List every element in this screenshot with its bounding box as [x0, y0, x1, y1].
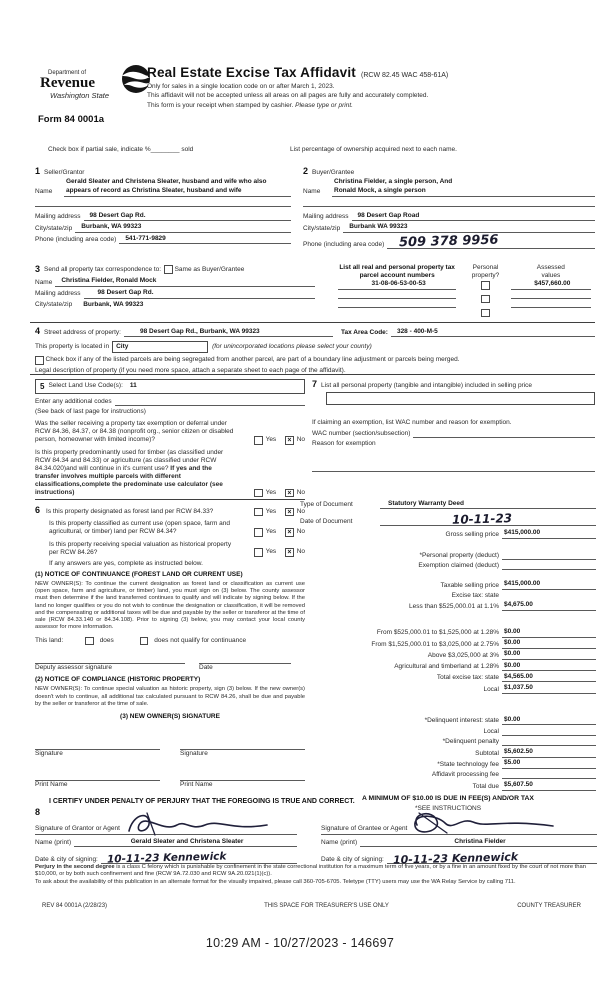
tier2-label: From $525,000.01 to $1,525,000 at 1.28%	[376, 629, 499, 637]
title-rcw-ref: (RCW 82.45 WAC 458-61A)	[361, 72, 449, 79]
this-land-label: This land:	[35, 636, 64, 644]
send-correspondence-label: Send all property tax correspondence to:	[44, 265, 162, 273]
grantor-date-city-label: Date & city of signing:	[35, 856, 98, 864]
seller-phone-value: 541-771-9829	[119, 235, 291, 245]
delinquent-interest-value: $0.00	[502, 716, 596, 726]
land-does-checkbox[interactable]	[85, 637, 94, 646]
buyer-name-line1: Christina Fielder, a single person, And	[334, 178, 453, 186]
logo-revenue: Revenue	[40, 75, 95, 92]
assessed-line-3	[511, 299, 591, 308]
grantor-signature-area[interactable]	[35, 811, 297, 835]
new-owner-printname-line-2[interactable]	[180, 770, 305, 781]
corr-mailing-value: 98 Desert Gap Rd.	[84, 289, 315, 299]
logo-wa-state: Washington State	[50, 91, 110, 101]
land-does-not-label: does not qualify for continuance	[154, 636, 247, 644]
section-3-number: 3	[35, 264, 41, 274]
notice-compliance-body: NEW OWNER(S): To continue special valuation as historic property, sign (3) below. If the new owner(s) doesn't wish to continue, all additional tax calculated pursuant to RCW 84.26, shall be due and payable by the seller or transferor at the time of sale.	[35, 686, 305, 707]
date-of-document-label: Date of Document	[300, 518, 353, 525]
s6-historic-no-checkbox[interactable]: ×	[285, 548, 294, 557]
section-tax-correspondence	[35, 264, 595, 309]
partial-sale-row	[48, 146, 588, 154]
s6-forest-no-checkbox[interactable]: ×	[285, 508, 294, 517]
s6-current-yes-checkbox[interactable]	[254, 528, 263, 537]
signature-label-1: Signature	[35, 750, 63, 758]
buyer-name-label: Name	[303, 188, 321, 196]
agricultural-timberland-value: $0.00	[502, 662, 596, 672]
section-1-number: 1	[35, 166, 41, 176]
accessibility-note: To ask about the availability of this publication in an alternate format for the visually impaired, please call 360-705-6705. Teletype (TTY) users may use the WA Relay Service by calling 711.	[35, 879, 516, 886]
grantor-name-print-label: Name (print)	[35, 839, 72, 847]
tier4-label: Above $3,025,000 at 3%	[427, 651, 499, 659]
section-property-address	[35, 326, 595, 375]
seller-mailing-value: 98 Desert Gap Rd.	[84, 212, 291, 222]
section-seller	[35, 166, 291, 244]
county-treasurer-label: COUNTY TREASURER	[517, 903, 581, 909]
buyer-mailing-label: Mailing address	[303, 213, 349, 220]
additional-codes-label: Enter any additional codes	[35, 397, 112, 405]
new-owner-signature-line-2[interactable]	[180, 737, 305, 750]
historic-question: Is this property receiving special valuation as historical property per RCW 84.26?	[49, 540, 232, 556]
personal-property-input-box[interactable]	[326, 392, 595, 405]
seller-city-value: Burbank, WA 99323	[75, 223, 291, 233]
grantor-date-city-handwritten: 10-11-23 Kennewick	[106, 850, 227, 866]
grantee-name-print-label: Name (print)	[321, 839, 358, 847]
print-name-label-1: Print Name	[35, 781, 68, 789]
seller-city-label: City/state/zip	[35, 224, 73, 232]
local-tax-label: Local	[483, 685, 499, 693]
parcel-line-3	[338, 299, 456, 308]
ownership-note: List percentage of ownership acquired next to each name.	[290, 146, 457, 153]
corr-city-label: City/state/zip	[35, 301, 73, 308]
local-tax-value: $1,037.50	[502, 684, 596, 694]
tier4-value: $0.00	[502, 650, 596, 660]
located-in-note: (for unincorporated locations please select your county)	[212, 343, 372, 351]
receipt-stamp: 10:29 AM - 10/27/2023 - 146697	[205, 936, 395, 950]
grantee-date-city-handwritten: 10-11-23 Kennewick	[392, 849, 519, 867]
personal-property-checkbox-3[interactable]	[481, 309, 490, 318]
grantor-signature	[123, 809, 273, 839]
delinquent-penalty-value	[502, 737, 596, 746]
header-note-1: Only for sales in a single location code on or after March 1, 2023.	[147, 83, 335, 91]
exemption-claimed-value	[502, 561, 596, 570]
s5-q1-no-checkbox[interactable]: ×	[285, 436, 294, 445]
delinquent-local-value	[502, 727, 596, 736]
parcel-header-1: List all real and personal property tax	[339, 264, 455, 271]
delinquent-penalty-label: *Delinquent penalty	[442, 738, 499, 746]
section-5-number: 5	[40, 381, 45, 391]
reason-exemption-line[interactable]	[312, 449, 595, 472]
grantee-signature-area[interactable]	[321, 811, 597, 835]
personal-property-deduct-value	[502, 551, 596, 560]
parcel-line-2	[338, 290, 456, 299]
same-as-buyer-checkbox[interactable]	[164, 265, 173, 274]
s5-q2-no-checkbox[interactable]: ×	[285, 489, 294, 498]
certify-statement: I CERTIFY UNDER PENALTY OF PERJURY THAT THE FOREGOING IS TRUE AND CORRECT.	[49, 798, 355, 805]
notice-continuance-title: (1) NOTICE OF CONTINUANCE (FOREST LAND OR CURRENT USE)	[35, 570, 243, 578]
buyer-phone-label: Phone (including area code)	[303, 240, 385, 248]
seller-name-line2: appears of record as Christina Sleater, husband and wife	[64, 187, 291, 197]
subtotal-value: $5,602.50	[502, 748, 596, 758]
grantee-date-city-label: Date & city of signing:	[321, 856, 384, 864]
taxable-selling-price-value: $415,000.00	[502, 580, 596, 590]
street-address-value: 98 Desert Gap Rd., Burbank, WA 99323	[124, 328, 333, 338]
forest-land-question: 6 Is this property designated as forest land per RCW 84.33?	[35, 505, 214, 515]
parcel-header-2: parcel account numbers	[359, 272, 435, 280]
delinquent-local-label: Local	[483, 727, 499, 735]
tier1-label: Less than $525,000.01 at 1.1%	[409, 602, 499, 610]
located-in-label: This property is located in	[35, 343, 110, 351]
section-4-number: 4	[35, 326, 41, 336]
deputy-assessor-signature-line[interactable]	[35, 655, 185, 664]
section-2-number: 2	[303, 166, 309, 176]
grantee-signature	[403, 809, 563, 839]
grantor-signature-label: Signature of Grantor or Agent	[35, 824, 120, 832]
deputy-date-label: Date	[199, 664, 213, 672]
wac-number-label: WAC number (section/subsection)	[312, 430, 411, 438]
seller-name-extra-line	[35, 197, 291, 207]
state-technology-fee-label: *State technology fee	[437, 760, 499, 768]
grantee-date-city-line	[387, 849, 597, 867]
rev-form-code: REV 84 0001A (2/28/23)	[42, 903, 108, 909]
logo-dept-of: Department of	[48, 70, 87, 76]
additional-codes-line[interactable]	[115, 397, 305, 406]
assessed-line-2	[511, 290, 591, 299]
new-owner-printname-line-1[interactable]	[35, 770, 160, 781]
date-of-document-line	[380, 511, 596, 526]
grantee-name-print-value: Christina Fielder	[360, 838, 597, 848]
new-owners-signature-title: (3) NEW OWNER(S) SIGNATURE	[120, 713, 220, 721]
type-of-document-value: Statutory Warranty Deed	[380, 500, 596, 509]
taxable-selling-price-label: Taxable selling price	[440, 581, 499, 589]
corr-name-label: Name	[35, 278, 53, 286]
wac-number-line[interactable]	[413, 429, 595, 438]
section-personal-property	[312, 379, 595, 472]
subtotal-label: Subtotal	[475, 749, 499, 757]
reason-exemption-label: Reason for exemption	[312, 440, 376, 448]
personal-property-list-label: List all personal property (tangible and intangible) included in selling price	[321, 382, 533, 389]
land-does-label: does	[99, 636, 114, 644]
header-note-2: This affidavit will not be accepted unless all areas on all pages are fully and accurately completed.	[147, 92, 429, 100]
section-7-number: 7	[312, 379, 318, 389]
corr-mailing-label: Mailing address	[35, 290, 81, 298]
form-header	[147, 65, 595, 110]
grantor-name-print-value: Gerald Sleater and Christena Sleater	[74, 838, 297, 848]
grantor-date-city-line	[101, 850, 297, 864]
tax-area-code-label: Tax Area Code:	[340, 329, 388, 337]
print-name-label-2: Print Name	[180, 781, 213, 789]
perjury-notice	[35, 864, 595, 887]
minimum-fee-note: A MINIMUM OF $10.00 IS DUE IN FEE(S) AND/OR TAX	[362, 794, 534, 802]
divider-above-section-5	[30, 374, 595, 375]
see-back-note: (See back of last page for instructions)	[35, 408, 146, 415]
personal-property-header-2: property?	[471, 272, 500, 280]
tax-computation-panel	[300, 500, 596, 813]
land-does-not-checkbox[interactable]	[140, 637, 149, 646]
seller-name-line1: Gerald Sleater and Christena Sleater, husband and wife who also	[66, 178, 267, 186]
tier3-label: From $1,525,000.01 to $3,025,000 at 2.75%	[371, 640, 499, 648]
timber-agriculture-question: Is this property predominantly used for timber (as classified under RCW 84.34 and 84.33) or agriculture (as classified under RCW 84.34.020)and will continue in it's current use? If yes and the transfer involves multiple parcels with different classifications,complete the predominate use calculator (see instructions)	[35, 448, 224, 497]
tier1-value: $4,675.00	[502, 601, 596, 611]
affidavit-processing-fee-label: Affidavit processing fee	[431, 771, 499, 779]
tier2-value: $0.00	[502, 628, 596, 638]
exemption-deferral-question: Was the seller receiving a property tax exemption or deferral under RCW 84.36, 84.37, or 84.38 (nonprofit org., senior citizen or disabled person, homeowner with limited income)?	[35, 420, 234, 444]
section-classification: 6 Is this property designated as forest land per RCW 84.33? Yes × No Is this property classified as current use (open space, farm and agricultural, or timber) land per RCW 84.34? Yes × No Is this property receiving special valuation as historical property per RCW 84.26? Yes × No If any answers are yes, complete as instructed below. (1) NOTICE OF CONTINUANCE (FOREST LAND OR CURRENT USE) NEW OWNER(S): To continue the current designation as forest land or classification as current use (open space, farm and agriculture, or timber) land, you must sign on (3) below. The county assessor must then determine if the land transferred continues to qualify and will indicate by signing below. If the land no longer qualifies or you do not wish to continue the designation or classification, it will be removed and the compensating or additional taxes will be due and payable by the seller or transferor at the time of sale (RCW 84.33.140 or 84.34.108). Prior to signing (3) below, you may contact your local county assessor for more information. This land: does does not qualify for continuance Deputy assessor signature Date (2) NOTICE OF COMPLIANCE (HISTORIC PROPERTY) NEW OWNER(S): To continue special valuation as historic property, sign (3) below. If the new owner(s) doesn't wish to continue, all additional tax calculated pursuant to RCW 84.26, shall be due and payable by the seller or transferor at the time of sale. (3) NEW OWNER(S) SIGNATURE Signature Signature Print Name Print Name	[35, 505, 305, 789]
form-number: Form 84 0001a	[38, 114, 105, 125]
exemption-claimed-label: Exemption claimed (deduct)	[418, 562, 499, 570]
date-of-document-handwritten: 10-11-23	[451, 511, 513, 527]
gross-selling-price-label: Gross selling price	[445, 530, 499, 538]
tax-area-code-value: 328 - 400-M-5	[391, 328, 595, 338]
parcel-columns	[330, 264, 595, 320]
state-technology-fee-value: $5.00	[502, 759, 596, 769]
excise-tax-state-header: Excise tax: state	[451, 591, 499, 599]
total-excise-state-label: Total excise tax: state	[436, 674, 499, 682]
buyer-mailing-value: 98 Desert Gap Road	[352, 212, 595, 222]
divider-above-section-4	[30, 322, 595, 323]
perjury-bold-lead: Perjury in the second degree	[35, 864, 115, 870]
personal-property-deduct-label: *Personal property (deduct)	[419, 551, 499, 559]
segregated-label: Check box if any of the listed parcels are being segregated from another parcel, are part of a boundary line adjustment or parcels being merged.	[45, 356, 460, 364]
seller-name-label: Name	[35, 188, 53, 196]
header-note-3: This form is your receipt when stamped by cashier. Please type or print.	[147, 101, 353, 109]
type-of-document-label: Type of Document	[300, 501, 353, 508]
s6-forest-yes-checkbox[interactable]	[254, 508, 263, 517]
s6-current-no-checkbox[interactable]: ×	[285, 528, 294, 537]
seller-mailing-label: Mailing address	[35, 213, 81, 220]
buyer-city-label: City/state/zip	[303, 224, 341, 232]
personal-property-checkbox-1[interactable]	[481, 281, 490, 290]
corr-city-value: Burbank, WA 99323	[83, 300, 144, 308]
land-use-code-value: 11	[129, 382, 137, 390]
seller-phone-label: Phone (including area code)	[35, 236, 117, 244]
tier3-value: $0.00	[502, 639, 596, 649]
footer-row	[30, 903, 595, 911]
notice-compliance-title: (2) NOTICE OF COMPLIANCE (HISTORIC PROPERTY)	[35, 676, 201, 684]
personal-property-checkbox-2[interactable]	[481, 295, 490, 304]
if-yes-note: If any answers are yes, complete as instructed below.	[49, 559, 203, 567]
current-use-question: Is this property classified as current use (open space, farm and agricultural, or timber) land per RCW 84.34?	[49, 520, 231, 536]
s6-historic-yes-checkbox[interactable]	[254, 548, 263, 557]
perjury-body: is a class C felony which is punishable by confinement in the state correctional institution for a maximum term of five years, or by a fine in an amount fixed by the court of not more than $10,000, or by both such confinement and fine (RCW 9A.72.030 and RCW 9A.20.021(1)(c)).	[35, 864, 586, 878]
new-owner-signature-line-1[interactable]	[35, 737, 160, 750]
partial-sale-label: Check box if partial sale, indicate %________ sold	[48, 146, 194, 153]
buyer-name-line2: Ronald Mock, a single person	[332, 187, 595, 197]
street-address-label: Street address of property:	[44, 329, 121, 337]
buyer-name-extra-line	[303, 197, 595, 207]
exemption-claim-note: If claiming an exemption, list WAC number and reason for exemption.	[312, 419, 512, 427]
see-instructions-note: *SEE INSTRUCTIONS	[414, 805, 482, 813]
treasurer-space-label: THIS SPACE FOR TREASURER'S USE ONLY	[264, 903, 389, 909]
assessed-header-2: values	[541, 272, 561, 280]
section-8-number: 8	[35, 807, 41, 817]
notice-continuance-body: NEW OWNER(S): To continue the current designation as forest land or classification as current use (open space, farm and agriculture, or timber) land, you must sign on (3) below. The county assessor must then determine if the land transferred continues to qualify and will indicate by signing below. If the land no longer qualifies or you do not wish to continue the designation or classification, it will be removed and the compensating or additional taxes will be due and payable by the seller or transferor at the time of sale (RCW 84.33.140 or 84.34.108). Prior to signing (3) below, you may contact your local county assessor for more information.	[35, 581, 305, 631]
grantee-signature-label: Signature of Grantee or Agent	[321, 824, 408, 832]
section-land-use: 5 Select Land Use Code(s): 11 Enter any additional codes (See back of last page for instructions) Was the seller receiving a property tax exemption or deferral under RCW 84.36, 84.37, or 84.38 (nonprofit org., senior citizen or disabled person, homeowner with limited income)? Yes × No Is this property predominantly used for timber (as classified under RCW 84.34 and 84.33) or agriculture (as classified under RCW 84.34.020)and will continue in it's current use? If yes and the transfer involves multiple parcels with different classifications,complete the predominate use calculator (see instructions) Yes × No	[35, 379, 305, 500]
deputy-assessor-signature-label: Deputy assessor signature	[35, 664, 112, 672]
buyer-city-value: Burbank WA 99323	[343, 223, 595, 233]
assessed-value: $457,660.00	[511, 280, 591, 290]
total-excise-state-value: $4,565.00	[502, 673, 596, 683]
same-as-buyer-label: Same as Buyer/Grantee	[174, 265, 245, 273]
buyer-phone-line	[387, 232, 595, 250]
deputy-date-line[interactable]	[199, 655, 291, 664]
agricultural-timberland-label: Agricultural and timberland at 1.28%	[394, 663, 499, 671]
gross-selling-price-value: $415,000.00	[502, 529, 596, 539]
assessed-header-1: Assessed	[536, 264, 565, 271]
section-buyer	[303, 166, 595, 249]
s5-q1-yes-checkbox[interactable]	[254, 436, 263, 445]
delinquent-interest-label: *Delinquent interest: state	[424, 717, 499, 725]
s5-q2-yes-checkbox[interactable]	[254, 489, 263, 498]
personal-property-header-1: Personal	[472, 264, 499, 271]
page-title: Real Estate Excise Tax Affidavit	[147, 65, 356, 80]
corr-name-value: Christina Fielder, Ronald Mock	[55, 277, 315, 287]
located-in-select[interactable]: City	[112, 341, 208, 353]
segregated-checkbox[interactable]	[35, 356, 44, 365]
signature-label-2: Signature	[180, 750, 208, 758]
affidavit-processing-fee-value	[502, 770, 596, 779]
total-due-label: Total due	[472, 782, 499, 790]
land-use-code-label: Select Land Use Code(s):	[48, 382, 123, 390]
legal-description-label: Legal description of property (if you need more space, attach a separate sheet to each page of the affidavit).	[35, 366, 346, 374]
seller-heading: Seller/Grantor	[44, 169, 85, 176]
buyer-heading: Buyer/Grantee	[312, 169, 355, 176]
total-due-value: $5,607.50	[502, 781, 596, 791]
parcel-number-value: 31-08-06-53-00-53	[338, 280, 456, 290]
buyer-phone-handwritten: 509 378 9956	[399, 232, 499, 250]
